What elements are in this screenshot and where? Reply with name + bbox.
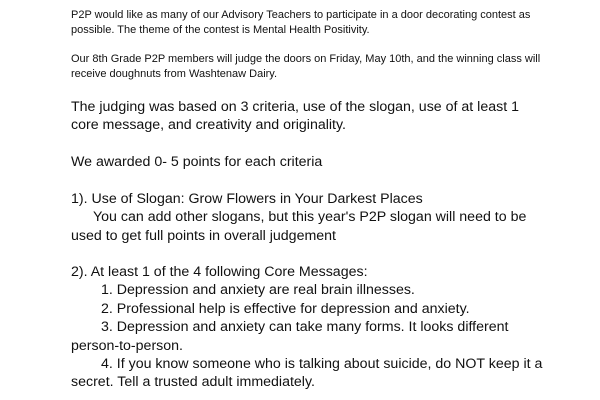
criterion-2-heading: 2). At least 1 of the 4 following Core Messages: [71, 264, 368, 280]
criterion-1-detail-line-2: used to get full points in overall judgement [71, 227, 336, 244]
intro-paragraph-1: P2P would like as many of our Advisory Teachers to participate in a door decorating contest as possible. The theme of the contest is Mental Health Positivity. [71, 9, 531, 36]
judging-line-1: The judging was based on 3 criteria, use of the slogan, use of at least 1 [71, 99, 519, 115]
core-message-3: 3. Depression and anxiety can take many forms. It looks different [101, 319, 509, 336]
judging-paragraph [71, 98, 561, 135]
intro-paragraph-2: Our 8th Grade P2P members will judge the doors on Friday, May 10th, and the winning class will receive doughnuts from Washtenaw Dairy. [71, 53, 541, 80]
judging-line-2: core message, and creativity and originality. [71, 117, 346, 134]
criterion-1-heading: 1). Use of Slogan: Grow Flowers in Your Darkest Places [71, 191, 423, 207]
scoring-paragraph [71, 153, 561, 171]
core-message-1: 1. Depression and anxiety are real brain illnesses. [101, 282, 415, 299]
criterion-1-detail-line-1: You can add other slogans, but this year's P2P slogan will need to be [93, 209, 527, 226]
core-message-3-continued: person-to-person. [71, 337, 183, 354]
core-message-2: 2. Professional help is effective for depression and anxiety. [101, 300, 470, 317]
core-message-4-continued: secret. Tell a trusted adult immediately. [71, 374, 315, 391]
scoring-line: We awarded 0- 5 points for each criteria [71, 154, 323, 170]
criterion-2 [71, 263, 561, 392]
core-message-4: 4. If you know someone who is talking about suicide, do NOT keep it a [101, 356, 543, 373]
criterion-1 [71, 190, 561, 245]
